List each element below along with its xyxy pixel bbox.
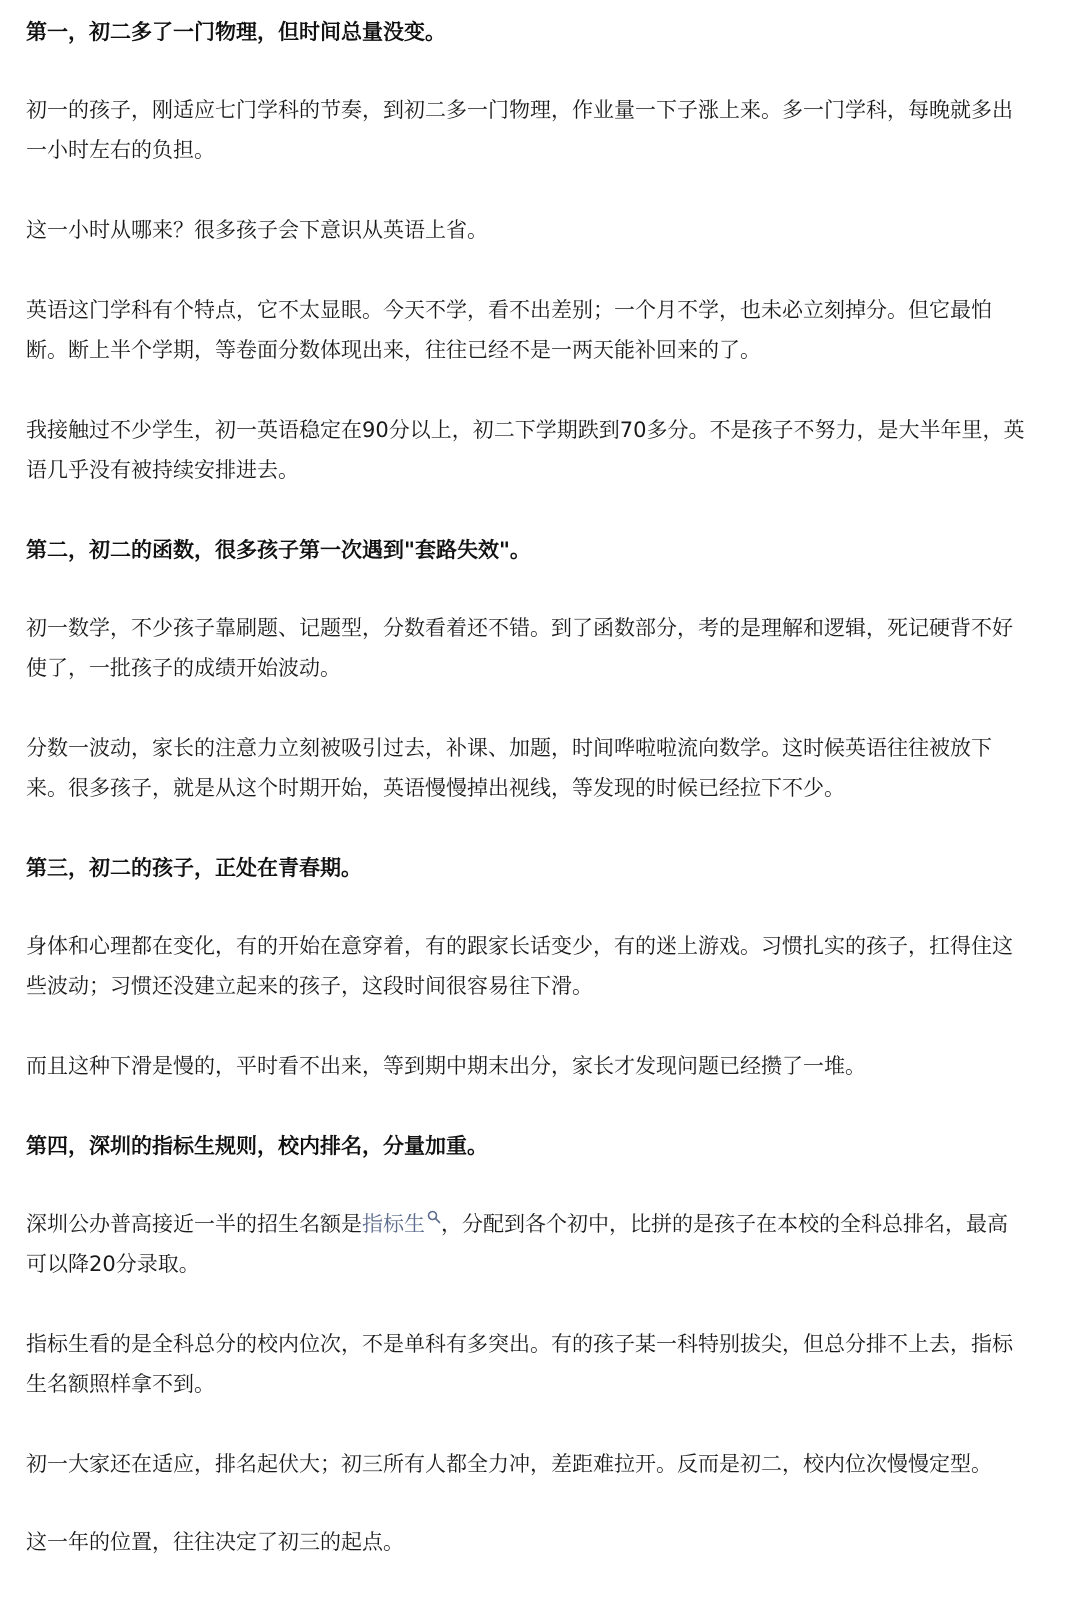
paragraph: 这一年的位置，往往决定了初三的起点。 [26,1530,404,1554]
paragraph-text: ，分配到各个初中，比拼的是孩子在本校的全科总排名，最高可以降20分录取。 [26,1212,1008,1276]
section-heading-1: 第一，初二多了一门物理，但时间总量没变。 [26,20,446,44]
paragraph-with-link [26,1204,1026,1284]
paragraph-text: 深圳公办普高接近一半的招生名额是 [26,1212,362,1236]
keyword-link[interactable]: 指标生 [362,1212,425,1236]
paragraph: 初一的孩子，刚适应七门学科的节奏，到初二多一门物理，作业量一下子涨上来。多一门学科，每晚就多出一小时左右的负担。 [26,98,1013,162]
paragraph: 而且这种下滑是慢的，平时看不出来，等到期中期末出分，家长才发现问题已经攒了一堆。 [26,1054,866,1078]
paragraph: 我接触过不少学生，初一英语稳定在90分以上，初二下学期跌到70多分。不是孩子不努力，是大半年里，英语几乎没有被持续安排进去。 [26,418,1025,482]
paragraph: 英语这门学科有个特点，它不太显眼。今天不学，看不出差别；一个月不学，也未必立刻掉分。但它最怕断。断上半个学期，等卷面分数体现出来，往往已经不是一两天能补回来的了。 [26,298,992,362]
paragraph: 指标生看的是全科总分的校内位次，不是单科有多突出。有的孩子某一科特别拔尖，但总分排不上去，指标生名额照样拿不到。 [26,1332,1013,1396]
section-heading-3: 第三，初二的孩子，正处在青春期。 [26,856,362,880]
paragraph: 分数一波动，家长的注意力立刻被吸引过去，补课、加题，时间哗啦啦流向数学。这时候英语往往被放下来。很多孩子，就是从这个时期开始，英语慢慢掉出视线，等发现的时候已经拉下不少。 [26,736,992,800]
paragraph: 这一小时从哪来？很多孩子会下意识从英语上省。 [26,218,488,242]
paragraph: 初一数学，不少孩子靠刷题、记题型，分数看着还不错。到了函数部分，考的是理解和逻辑，死记硬背不好使了，一批孩子的成绩开始波动。 [26,616,1013,680]
paragraph: 身体和心理都在变化，有的开始在意穿着，有的跟家长话变少，有的迷上游戏。习惯扎实的孩子，扛得住这些波动；习惯还没建立起来的孩子，这段时间很容易往下滑。 [26,934,1013,998]
section-heading-4: 第四，深圳的指标生规则，校内排名，分量加重。 [26,1134,488,1158]
section-heading-2: 第二，初二的函数，很多孩子第一次遇到"套路失效"。 [26,538,531,562]
paragraph: 初一大家还在适应，排名起伏大；初三所有人都全力冲，差距难拉开。反而是初二，校内位次慢慢定型。 [26,1452,992,1476]
search-icon[interactable] [427,1210,441,1224]
